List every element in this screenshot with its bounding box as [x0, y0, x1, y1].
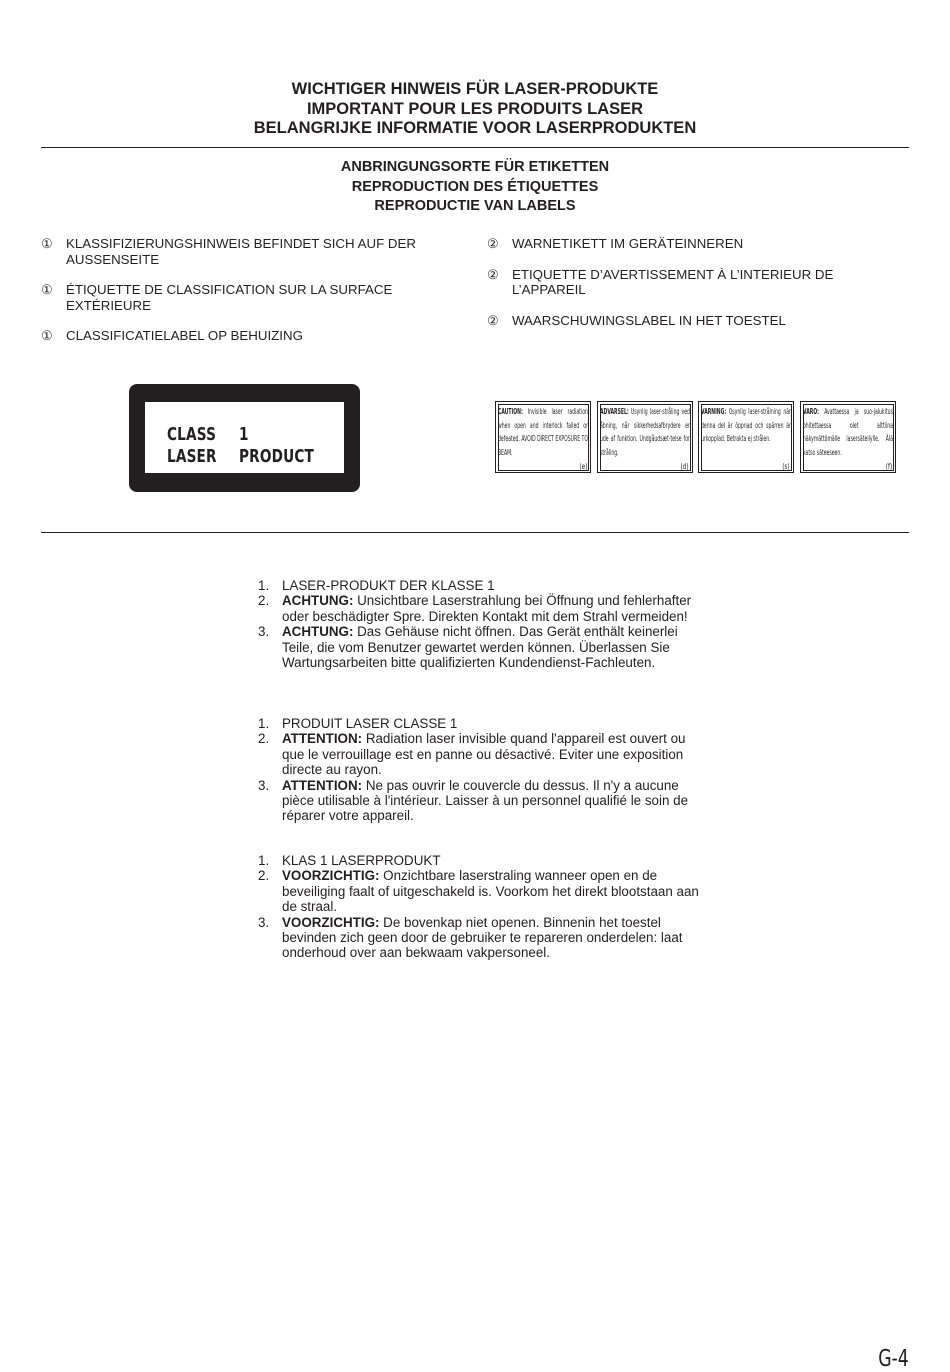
divider-middle: [41, 532, 909, 533]
warning-body: Invisible laser radiation when open and interlock failed or defeated. AVOID DIRECT EXPOSURE TO BEAM.: [498, 406, 588, 457]
list-item: [487, 267, 907, 298]
page-number: G-4: [878, 1346, 909, 1372]
list-item: 2. ACHTUNG: Unsichtbare Laserstrahlung bei Öffnung und fehlerhafter oder beschädigter Spre. Direkten Kontakt mit dem Strahl vermeiden!: [258, 593, 692, 624]
item-text: WAARSCHUWINGSLABEL IN HET TOESTEL: [512, 312, 786, 328]
subtitle-nl: REPRODUCTIE VAN LABELS: [374, 198, 576, 214]
list-item: 1. KLAS 1 LASERPRODUKT: [258, 853, 441, 868]
class-label-panel: [145, 402, 344, 473]
warning-code: (s): [782, 461, 790, 471]
sub-title: [0, 158, 950, 217]
circled-two-marker: ②: [487, 312, 499, 328]
circled-one-marker: ①: [41, 282, 53, 297]
list-item: [487, 236, 907, 252]
title-fr: IMPORTANT POUR LES PRODUITS LASER: [306, 99, 644, 118]
list-item: 3. VOORZICHTIG: De bovenkap niet openen. Binnenin het toestel bevinden zich geen door de gebruiker te repareren onderdelen: laat onderhoud over aan bekwaam vakpersoneel.: [258, 914, 683, 961]
title-de: WICHTIGER HINWEIS FÜR LASER-PRODUKTE: [291, 80, 659, 98]
subtitle-de: ANBRINGUNGSORTE FÜR ETIKETTEN: [340, 159, 610, 175]
warning-label-fi: [800, 401, 896, 473]
list-item: 3. ATTENTION: Ne pas ouvrir le couvercle du dessus. Il n'y a aucune pièce utilisable à l'intérieur. Laisser à un personnel qualifié le soin de réparer votre appareil.: [258, 777, 689, 824]
list-item: [41, 328, 461, 344]
circled-one-marker: ①: [41, 236, 53, 251]
class-1-laser-label: [129, 384, 360, 492]
item-text: CLASSIFICATIELABEL OP BEHUIZING: [66, 328, 303, 343]
warning-code: (f): [885, 461, 892, 471]
main-title: [0, 80, 950, 139]
warning-body: Avattaessa ja suo-jalukitus ohitettaessa olet alttiina näkymättömälle lasersäteilylle. Älä katso säteeseen.: [803, 406, 893, 457]
warning-body: Osynlig laser-strålning när denna del är öppnad och spärren är urkopplad. Betrakta ej strålen.: [701, 406, 791, 444]
warning-body: Usynlig laser-stråling ved åbning, når sikkerhedsafbrydere er ude af funktion. Undgåudsæt-telse for stråling.: [600, 406, 690, 457]
warning-code: (d): [680, 461, 689, 471]
list-item: 2. VOORZICHTIG: Onzichtbare laserstraling wanneer open en de beveiliging faalt of uitgeschakeld is. Voorkom het direkt blootstaan aan de straal.: [258, 868, 699, 915]
divider-top: [41, 147, 909, 148]
class-word: CLASS: [167, 425, 217, 445]
notice-list-de: [258, 578, 708, 670]
list-item: [41, 282, 461, 313]
warning-head: ADVARSEL:: [600, 406, 629, 416]
title-nl: BELANGRIJKE INFORMATIE VOOR LASERPRODUKTEN: [253, 119, 697, 137]
circled-two-marker: ②: [487, 236, 499, 251]
list-item: 1. LASER-PRODUKT DER KLASSE 1: [258, 578, 495, 593]
warning-head: VARNING:: [701, 406, 727, 416]
list-item: 1. PRODUIT LASER CLASSE 1: [258, 716, 458, 731]
label-location-right: [487, 236, 907, 343]
list-item: 2. ATTENTION: Radiation laser invisible quand l'appareil est ouvert ou que le verrouillage est en panne ou désactivé. Eviter une exposition directe au rayon.: [258, 731, 686, 778]
subtitle-fr: REPRODUCTION DES ÉTIQUETTES: [351, 178, 599, 195]
circled-two-marker: ②: [487, 266, 499, 282]
circled-one-marker: ①: [41, 328, 53, 343]
notice-list-fr: [258, 716, 708, 824]
class-number: 1: [239, 425, 249, 445]
label-location-left: [41, 236, 461, 359]
item-text: KLASSIFIZIERUNGSHINWEIS BEFINDET SICH AUF DER AUSSENSEITE: [66, 236, 416, 267]
product-word: PRODUCT: [239, 447, 314, 467]
warning-head: VARO:: [803, 406, 819, 416]
list-item: 3. ACHTUNG: Das Gehäuse nicht öffnen. Das Gerät enthält keinerlei Teile, die vom Benutzer gewartet werden können. Überlassen Sie Wartungsarbeiten bitte qualifizierten Kundendienst-Fachleuten.: [258, 624, 678, 671]
warning-label-sv: [698, 401, 794, 473]
item-text: ÉTIQUETTE DE CLASSIFICATION SUR LA SURFACE EXTÉRIEURE: [66, 282, 393, 313]
warning-head: CAUTION:: [498, 406, 523, 416]
item-text: WARNETIKETT IM GERÄTEINNEREN: [512, 236, 744, 251]
warning-code: (e): [578, 461, 587, 471]
warning-label-en: [495, 401, 591, 473]
item-text: ETIQUETTE D’AVERTISSEMENT À L’INTERIEUR DE L’APPAREIL: [512, 266, 834, 297]
list-item: [487, 313, 907, 329]
warning-label-da: [597, 401, 693, 473]
laser-word: LASER: [167, 447, 217, 467]
list-item: [41, 236, 461, 267]
notice-list-nl: [258, 853, 708, 961]
